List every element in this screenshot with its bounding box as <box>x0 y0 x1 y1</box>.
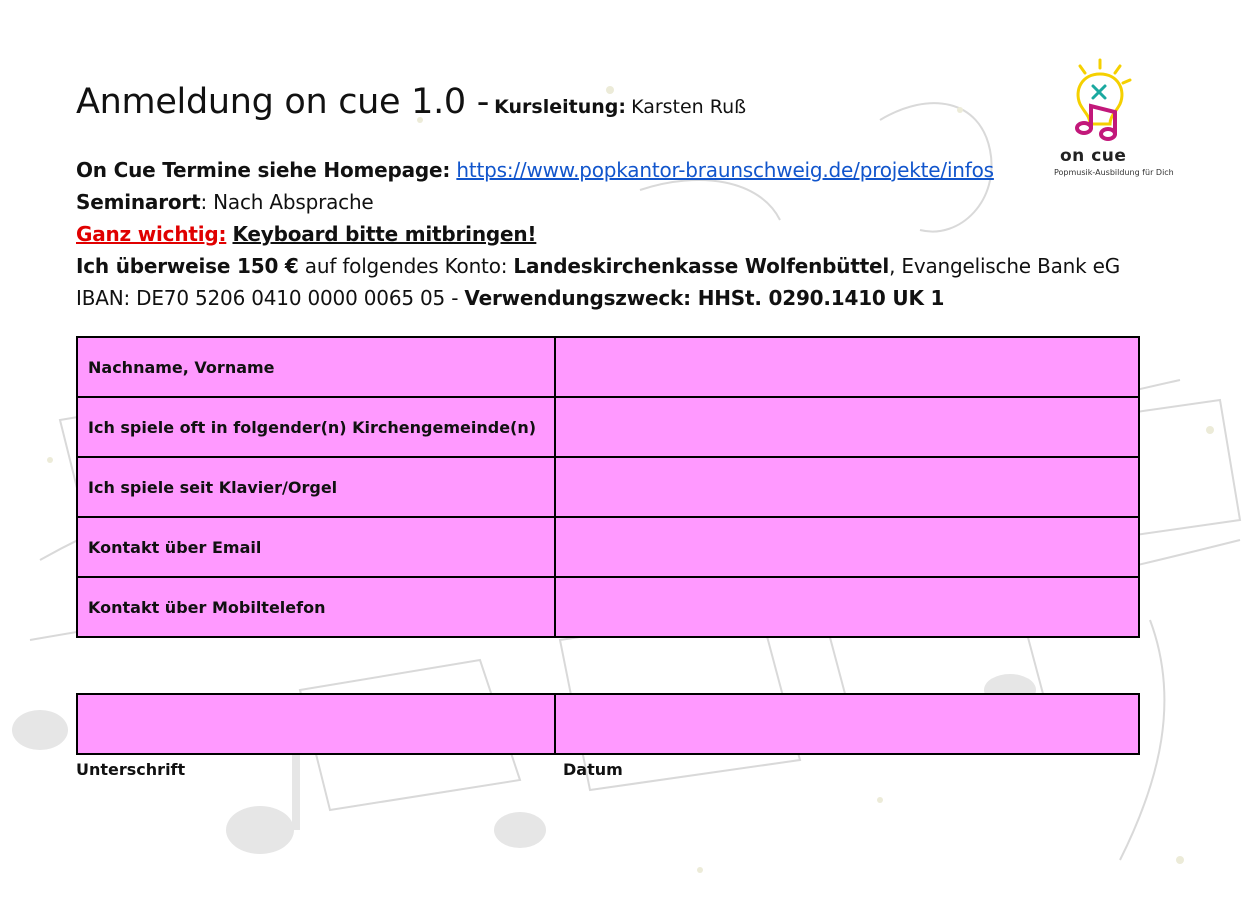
page-title <box>76 82 746 122</box>
termine-line <box>76 154 1120 186</box>
field-label-kirchengemeinde: Ich spiele oft in folgender(n) Kirchengemeinde(n) <box>77 397 555 457</box>
registration-table <box>76 336 1140 638</box>
signature-table <box>76 693 1140 755</box>
field-input-mobil[interactable] <box>555 577 1139 637</box>
signature-field[interactable] <box>77 694 555 754</box>
iban-text: IBAN: DE70 5206 0410 0000 0065 05 - <box>76 286 465 310</box>
info-block <box>76 154 1120 314</box>
verwendungszweck: Verwendungszweck: HHSt. 0290.1410 UK 1 <box>464 286 945 310</box>
logo-wordmark: on cue <box>1060 146 1127 166</box>
unterschrift-label: Unterschrift <box>76 760 186 779</box>
field-label-name: Nachname, Vorname <box>77 337 555 397</box>
field-label-mobil: Kontakt über Mobiltelefon <box>77 577 555 637</box>
kursleitung-value: Karsten Ruß <box>631 96 747 118</box>
field-input-name[interactable] <box>555 337 1139 397</box>
logo-subtitle: Popmusik-Ausbildung für Dich <box>1054 168 1174 177</box>
homepage-link[interactable]: https://www.popkantor-braunschweig.de/projekte/infos <box>456 158 994 182</box>
termine-label: On Cue Termine siehe Homepage: <box>76 158 451 182</box>
table-row <box>77 517 1139 577</box>
table-row <box>77 577 1139 637</box>
field-label-email: Kontakt über Email <box>77 517 555 577</box>
amount-text: Ich überweise 150 € <box>76 254 299 278</box>
field-input-email[interactable] <box>555 517 1139 577</box>
datum-label: Datum <box>563 760 623 779</box>
field-input-klavier-orgel[interactable] <box>555 457 1139 517</box>
wichtig-value: Keyboard bitte mitbringen! <box>232 222 537 246</box>
table-row <box>77 457 1139 517</box>
payment-line <box>76 250 1120 282</box>
bank-name: , Evangelische Bank eG <box>889 254 1121 278</box>
account-holder: Landeskirchenkasse Wolfenbüttel <box>513 254 890 278</box>
table-row <box>77 337 1139 397</box>
seminarort-label: Seminarort <box>76 190 201 214</box>
wichtig-label: Ganz wichtig: <box>76 222 227 246</box>
seminarort-value: : Nach Absprache <box>200 190 374 214</box>
iban-line <box>76 282 1120 314</box>
title-main: Anmeldung on cue 1.0 - <box>76 82 490 122</box>
field-label-klavier-orgel: Ich spiele seit Klavier/Orgel <box>77 457 555 517</box>
table-row <box>77 397 1139 457</box>
table-row <box>77 694 1139 754</box>
wichtig-line <box>76 218 1120 250</box>
seminarort-line <box>76 186 1120 218</box>
payment-text: auf folgendes Konto: <box>298 254 514 278</box>
date-field[interactable] <box>555 694 1139 754</box>
field-input-kirchengemeinde[interactable] <box>555 397 1139 457</box>
kursleitung-label: Kursleitung: <box>494 96 626 118</box>
